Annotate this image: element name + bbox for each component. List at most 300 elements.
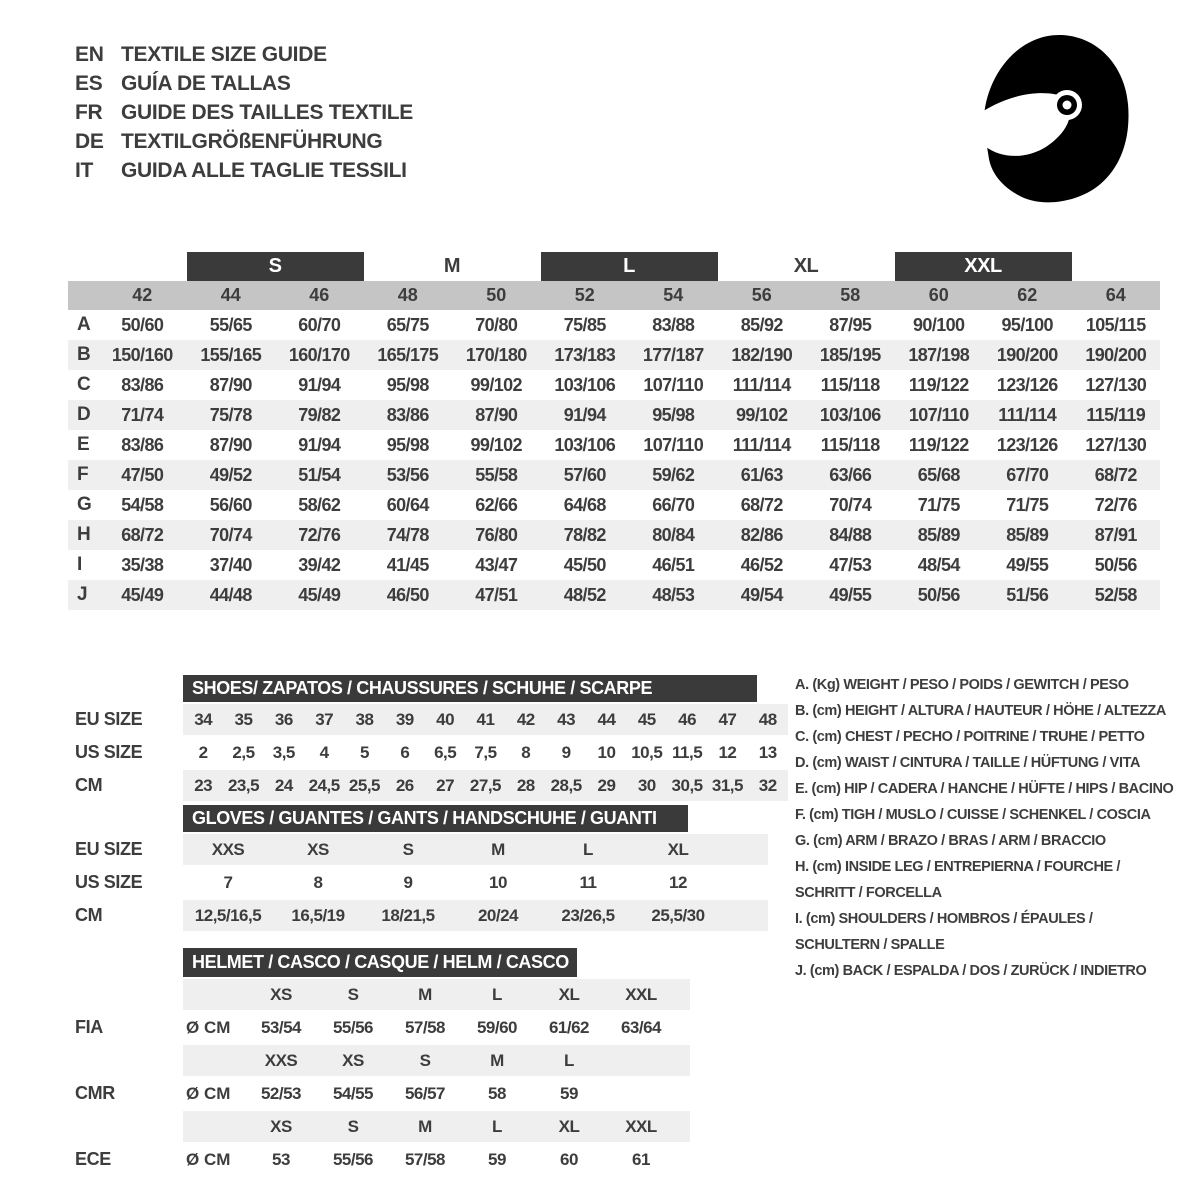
gloves-section [68, 805, 768, 931]
value-cell: 24,5 [308, 775, 340, 795]
value-cell: 55/56 [332, 1017, 374, 1037]
value-cell: S [347, 984, 359, 1004]
size-table-row [68, 310, 1160, 340]
value-cell: 70/74 [209, 524, 252, 545]
value-cell: 47/50 [121, 464, 164, 485]
size-table-row [68, 400, 1160, 430]
value-cell: 107/110 [908, 404, 969, 425]
value-cell: 44/48 [209, 584, 252, 605]
row-label: B [77, 344, 91, 365]
value-cell: 47/51 [475, 584, 518, 605]
value-cell: 28 [516, 775, 535, 795]
value-cell: 29 [597, 775, 616, 795]
legend-item [795, 854, 1200, 906]
value-cell: 48/53 [652, 584, 695, 605]
value-cell: 41/45 [386, 554, 429, 575]
legend-item [795, 906, 1200, 958]
size-cell: 56 [751, 285, 772, 305]
value-cell: 49/54 [740, 584, 783, 605]
value-cell: 59 [560, 1083, 578, 1103]
value-cell: 59 [488, 1149, 506, 1169]
row-label-cell: CM [75, 905, 103, 925]
legend-item [795, 802, 1200, 828]
value-cell: 60 [560, 1149, 578, 1169]
value-cell: 23 [194, 775, 213, 795]
diameter-cm-label [183, 979, 245, 1010]
legend-line: SCHULTERN / SPALLE [795, 937, 945, 953]
size-table-row [68, 520, 1160, 550]
value-cell: 8 [313, 872, 323, 892]
legend-line: F. (cm) TIGH / MUSLO / CUISSE / SCHENKEL / COSCIA [795, 807, 1151, 823]
value-cell: 2,5 [232, 742, 255, 762]
legend-line: E. (cm) HIP / CADERA / HANCHE / HÜFTE / HIPS / BACINO [795, 781, 1174, 797]
value-cell: 51/56 [1006, 584, 1049, 605]
size-group-S: S [187, 252, 364, 281]
size-cell: 48 [397, 285, 418, 305]
value-cell: 170/180 [465, 344, 527, 365]
values-band [183, 867, 768, 898]
value-cell: 72/76 [1094, 494, 1137, 515]
value-cell: 20/24 [477, 905, 519, 925]
value-cell: XL [558, 984, 580, 1004]
value-cell: 55/65 [209, 314, 252, 335]
value-cell: 11 [579, 872, 597, 892]
language-item [75, 40, 413, 69]
values-band [183, 834, 768, 865]
legend [795, 672, 1200, 984]
size-table-row [68, 580, 1160, 610]
value-cell: 26 [395, 775, 414, 795]
size-group-L: L [541, 252, 718, 281]
value-cell: 87/90 [475, 404, 518, 425]
values-band [183, 1012, 690, 1043]
value-cell: 95/98 [386, 374, 429, 395]
value-cell: 27 [436, 775, 455, 795]
value-cell: 7,5 [474, 742, 497, 762]
value-cell: 35 [234, 709, 253, 729]
value-cell: 58/62 [298, 494, 341, 515]
value-cell: 46 [678, 709, 697, 729]
legend-item [795, 672, 1200, 698]
value-cell: M [490, 1050, 504, 1070]
value-cell: 115/118 [820, 434, 880, 455]
value-cell: 87/91 [1094, 524, 1137, 545]
value-cell: 57/58 [404, 1017, 446, 1037]
value-cell: 99/102 [470, 434, 522, 455]
value-cell: 44 [597, 709, 616, 729]
value-cell: 42 [516, 709, 535, 729]
value-cell: 90/100 [913, 314, 965, 335]
diameter-cm-label [183, 1111, 245, 1142]
value-cell: 103/106 [554, 374, 616, 395]
value-cell: 95/98 [386, 434, 429, 455]
value-cell: 32 [758, 775, 777, 795]
value-cell: M [418, 984, 432, 1004]
value-cell: 119/122 [908, 434, 969, 455]
helmet-title: HELMET / CASCO / CASQUE / HELM / CASCO [192, 952, 569, 972]
value-cell: 28,5 [550, 775, 582, 795]
value-cell: 8 [521, 742, 531, 762]
value-cell: 85/89 [917, 524, 960, 545]
value-cell: 41 [476, 709, 495, 729]
value-cell: 57/60 [563, 464, 606, 485]
value-cell: 54/58 [121, 494, 164, 515]
size-cell: 52 [574, 285, 595, 305]
helmet-row [68, 1111, 690, 1142]
value-cell: 80/84 [652, 524, 695, 545]
value-cell: 68/72 [1094, 464, 1137, 485]
values-band [183, 979, 690, 1010]
row-label-cell: EU SIZE [75, 839, 143, 859]
value-cell: 56/60 [209, 494, 252, 515]
value-cell: 79/82 [298, 404, 341, 425]
row-label: I [77, 554, 83, 575]
value-cell: XS [307, 839, 329, 859]
value-cell: 16,5/19 [291, 905, 345, 925]
value-cell: 67/70 [1006, 464, 1049, 485]
helmet-section [68, 948, 690, 1175]
value-cell: S [347, 1116, 359, 1136]
value-cell: 84/88 [829, 524, 872, 545]
value-cell: 103/106 [554, 434, 616, 455]
value-cell: 6 [400, 742, 410, 762]
row-label: A [77, 314, 91, 335]
value-cell: 55/58 [475, 464, 518, 485]
legend-item [795, 828, 1200, 854]
value-cell: 9 [561, 742, 571, 762]
shoes-rows [68, 704, 788, 801]
value-cell: 83/88 [652, 314, 695, 335]
value-cell: 150/160 [111, 344, 173, 365]
value-cell: 59/60 [476, 1017, 518, 1037]
size-table-row [68, 460, 1160, 490]
language-title: TEXTILGRÖßENFÜHRUNG [121, 130, 383, 153]
value-cell: 107/110 [643, 434, 704, 455]
value-cell: 60/70 [298, 314, 341, 335]
value-cell: 78/82 [563, 524, 606, 545]
value-cell: 52/58 [1094, 584, 1137, 605]
value-cell: 43 [557, 709, 576, 729]
value-cell: 50/56 [917, 584, 960, 605]
legend-line: J. (cm) BACK / ESPALDA / DOS / ZURÜCK / INDIETRO [795, 963, 1147, 979]
size-table-rows [68, 310, 1160, 610]
value-cell: 91/94 [563, 404, 606, 425]
language-title: GUIDA ALLE TAGLIE TESSILI [121, 159, 407, 182]
value-cell: XS [342, 1050, 364, 1070]
row-label-cell [68, 1111, 183, 1142]
legend-item [795, 698, 1200, 724]
value-cell: 87/95 [829, 314, 872, 335]
value-cell: 99/102 [736, 404, 788, 425]
value-cell: XXS [211, 839, 245, 859]
value-cell: S [419, 1050, 431, 1070]
value-cell: 11,5 [672, 742, 703, 762]
value-cell: 2 [198, 742, 208, 762]
gloves-header [183, 805, 688, 832]
value-cell: 105/115 [1085, 314, 1146, 335]
legend-item [795, 750, 1200, 776]
value-cell: 39/42 [298, 554, 341, 575]
language-code: DE [75, 130, 104, 153]
value-cell: 47/53 [829, 554, 872, 575]
values-band [183, 1045, 690, 1076]
value-cell: 39 [395, 709, 414, 729]
size-cell: 62 [1017, 285, 1038, 305]
value-cell: 30,5 [671, 775, 703, 795]
diameter-cm-label: Ø CM [186, 1149, 231, 1169]
value-cell: 123/126 [996, 374, 1058, 395]
value-cell: 61/62 [548, 1017, 590, 1037]
value-cell: 51/54 [298, 464, 341, 485]
language-item [75, 156, 413, 185]
shoes-row [68, 770, 788, 801]
value-cell: 91/94 [298, 434, 341, 455]
value-cell: 75/85 [563, 314, 606, 335]
value-cell: 45/49 [121, 584, 164, 605]
value-cell: L [564, 1050, 574, 1070]
value-cell: 55/56 [332, 1149, 374, 1169]
value-cell: 25,5/30 [651, 905, 705, 925]
value-cell: S [402, 839, 414, 859]
row-label-cell [68, 979, 183, 1010]
values-band [183, 1078, 690, 1109]
value-cell: 9 [403, 872, 413, 892]
sizes-row-spacer [68, 281, 98, 310]
value-cell: 6,5 [434, 742, 457, 762]
shoes-row [68, 737, 788, 768]
value-cell: 40 [436, 709, 455, 729]
legend-line: C. (cm) CHEST / PECHO / POITRINE / TRUHE / PETTO [795, 729, 1145, 745]
size-group-XXL: XXL [895, 252, 1072, 281]
value-cell: 53/54 [260, 1017, 302, 1037]
value-cell: 111/114 [732, 374, 791, 395]
value-cell: 49/55 [829, 584, 872, 605]
size-table-row [68, 370, 1160, 400]
value-cell: 87/90 [209, 374, 252, 395]
value-cell: 48/52 [563, 584, 606, 605]
row-label-cell: CMR [75, 1083, 115, 1103]
row-label-cell: US SIZE [75, 872, 143, 892]
helmet-row [68, 1144, 690, 1175]
value-cell: 18/21,5 [381, 905, 435, 925]
value-cell: 31,5 [711, 775, 743, 795]
values-band [183, 1144, 690, 1175]
size-group-row [68, 252, 1160, 281]
value-cell: 12 [669, 872, 687, 892]
diameter-cm-label: Ø CM [186, 1083, 231, 1103]
language-item [75, 69, 413, 98]
legend-line: D. (cm) WAIST / CINTURA / TAILLE / HÜFTUNG / VITA [795, 755, 1141, 771]
value-cell: 119/122 [908, 374, 969, 395]
value-cell: 7 [223, 872, 233, 892]
value-cell: 53 [272, 1149, 290, 1169]
value-cell: 190/200 [1085, 344, 1147, 365]
language-code: ES [75, 72, 103, 95]
size-cell: 42 [132, 285, 153, 305]
value-cell: 83/86 [121, 434, 164, 455]
helmet-header [183, 948, 577, 977]
value-cell: 49/55 [1006, 554, 1049, 575]
size-cell: 54 [663, 285, 684, 305]
value-cell: 66/70 [652, 494, 695, 515]
value-cell: 107/110 [643, 374, 704, 395]
value-cell: 61/63 [740, 464, 783, 485]
row-label: D [77, 404, 91, 425]
gloves-row [68, 867, 768, 898]
row-label: F [77, 464, 89, 485]
value-cell: 13 [758, 742, 777, 762]
value-cell: 71/75 [917, 494, 960, 515]
value-cell: 65/75 [386, 314, 429, 335]
value-cell: 187/198 [908, 344, 970, 365]
value-cell: 111/114 [998, 404, 1057, 425]
value-cell: 85/89 [1006, 524, 1049, 545]
value-cell: 37 [315, 709, 334, 729]
legend-line: A. (Kg) WEIGHT / PESO / POIDS / GEWITCH / PESO [795, 677, 1129, 693]
language-item [75, 98, 413, 127]
main-size-table [68, 252, 1160, 610]
value-cell: 64/68 [563, 494, 606, 515]
value-cell: 12,5/16,5 [194, 905, 262, 925]
values-band [183, 1111, 690, 1142]
value-cell: 111/114 [732, 434, 791, 455]
value-cell: 115/118 [820, 374, 880, 395]
row-label-cell: US SIZE [75, 742, 143, 762]
language-title: GUÍA DE TALLAS [121, 72, 291, 95]
gloves-row [68, 900, 768, 931]
size-cell: 58 [840, 285, 861, 305]
language-code: FR [75, 101, 103, 124]
value-cell: 10,5 [631, 742, 663, 762]
legend-line: H. (cm) INSIDE LEG / ENTREPIERNA / FOURCHE / [795, 859, 1121, 875]
value-cell [605, 1045, 677, 1076]
gloves-title: GLOVES / GUANTES / GANTS / HANDSCHUHE / GUANTI [192, 808, 657, 828]
value-cell: 76/80 [475, 524, 518, 545]
value-cell: 25,5 [348, 775, 381, 795]
value-cell: 87/90 [209, 434, 252, 455]
value-cell: 48 [758, 709, 777, 729]
value-cell: 65/68 [917, 464, 960, 485]
value-cell: 4 [319, 742, 329, 762]
value-cell: 72/76 [298, 524, 341, 545]
row-label: G [77, 494, 92, 515]
value-cell: 45/49 [298, 584, 341, 605]
size-group-M: M [443, 255, 461, 277]
values-band [183, 900, 768, 931]
value-cell: 127/130 [1085, 374, 1147, 395]
value-cell: 61 [632, 1149, 650, 1169]
value-cell: 155/165 [200, 344, 262, 365]
value-cell: 115/119 [1086, 404, 1146, 425]
diameter-cm-label [183, 1045, 245, 1076]
value-cell: 68/72 [740, 494, 783, 515]
size-cell: 60 [928, 285, 949, 305]
value-cell: 5 [359, 742, 369, 762]
sizes-row [68, 281, 1160, 310]
row-label: E [77, 434, 90, 455]
row-label-cell: CM [75, 775, 103, 795]
value-cell: 63/64 [620, 1017, 662, 1037]
language-title: GUIDE DES TAILLES TEXTILE [121, 101, 413, 124]
value-cell: 53/56 [386, 464, 429, 485]
value-cell: 49/52 [209, 464, 252, 485]
value-cell: M [418, 1116, 432, 1136]
value-cell: 75/78 [209, 404, 252, 425]
value-cell: 74/78 [386, 524, 429, 545]
language-code: IT [75, 159, 94, 182]
value-cell: 160/170 [288, 344, 350, 365]
value-cell: 50/56 [1094, 554, 1137, 575]
value-cell: M [491, 839, 505, 859]
value-cell: 38 [355, 709, 374, 729]
value-cell: 10 [597, 742, 616, 762]
value-cell: 177/187 [642, 344, 704, 365]
value-cell: 59/62 [652, 464, 695, 485]
value-cell: 37/40 [209, 554, 252, 575]
value-cell: 50/60 [121, 314, 164, 335]
value-cell: 185/195 [819, 344, 881, 365]
value-cell: 123/126 [996, 434, 1058, 455]
value-cell: 127/130 [1085, 434, 1147, 455]
value-cell: XS [270, 984, 292, 1004]
legend-line: I. (cm) SHOULDERS / HOMBROS / ÉPAULES / [795, 911, 1093, 927]
helmet-row [68, 1045, 690, 1076]
row-label-cell [68, 1045, 183, 1076]
value-cell: 57/58 [404, 1149, 446, 1169]
value-cell: L [583, 839, 593, 859]
row-label: J [77, 584, 88, 605]
value-cell: 30 [637, 775, 656, 795]
value-cell: L [492, 984, 502, 1004]
value-cell: 58 [488, 1083, 506, 1103]
value-cell: 54/55 [332, 1083, 374, 1103]
value-cell: 165/175 [377, 344, 439, 365]
size-cell: 64 [1105, 285, 1126, 305]
size-table-row [68, 550, 1160, 580]
value-cell: XXL [625, 984, 657, 1004]
values-band [183, 770, 788, 801]
racing-helmet-icon [978, 32, 1130, 208]
value-cell: 10 [489, 872, 507, 892]
helmet-row [68, 1078, 690, 1109]
value-cell: 103/106 [819, 404, 881, 425]
value-cell: 82/86 [740, 524, 783, 545]
row-label-cell: EU SIZE [75, 709, 143, 729]
value-cell: 48/54 [917, 554, 960, 575]
shoes-title: SHOES/ ZAPATOS / CHAUSSURES / SCHUHE / SCARPE [192, 678, 653, 698]
value-cell: XXS [264, 1050, 298, 1070]
legend-item [795, 776, 1200, 802]
value-cell: 173/183 [554, 344, 616, 365]
shoes-header [183, 675, 757, 702]
gloves-row [68, 834, 768, 865]
value-cell: L [492, 1116, 502, 1136]
value-cell: 70/80 [475, 314, 518, 335]
value-cell: 46/52 [740, 554, 783, 575]
value-cell: 83/86 [121, 374, 164, 395]
gloves-rows [68, 834, 768, 931]
language-title: TEXTILE SIZE GUIDE [121, 43, 327, 66]
value-cell: 85/92 [740, 314, 783, 335]
size-table-row [68, 430, 1160, 460]
value-cell: 95/98 [652, 404, 695, 425]
value-cell: XXL [625, 1116, 657, 1136]
value-cell: 27,5 [469, 775, 501, 795]
size-cell: 44 [220, 285, 241, 305]
size-cell: 46 [309, 285, 330, 305]
legend-line: SCHRITT / FORCELLA [795, 885, 942, 901]
language-item [75, 127, 413, 156]
